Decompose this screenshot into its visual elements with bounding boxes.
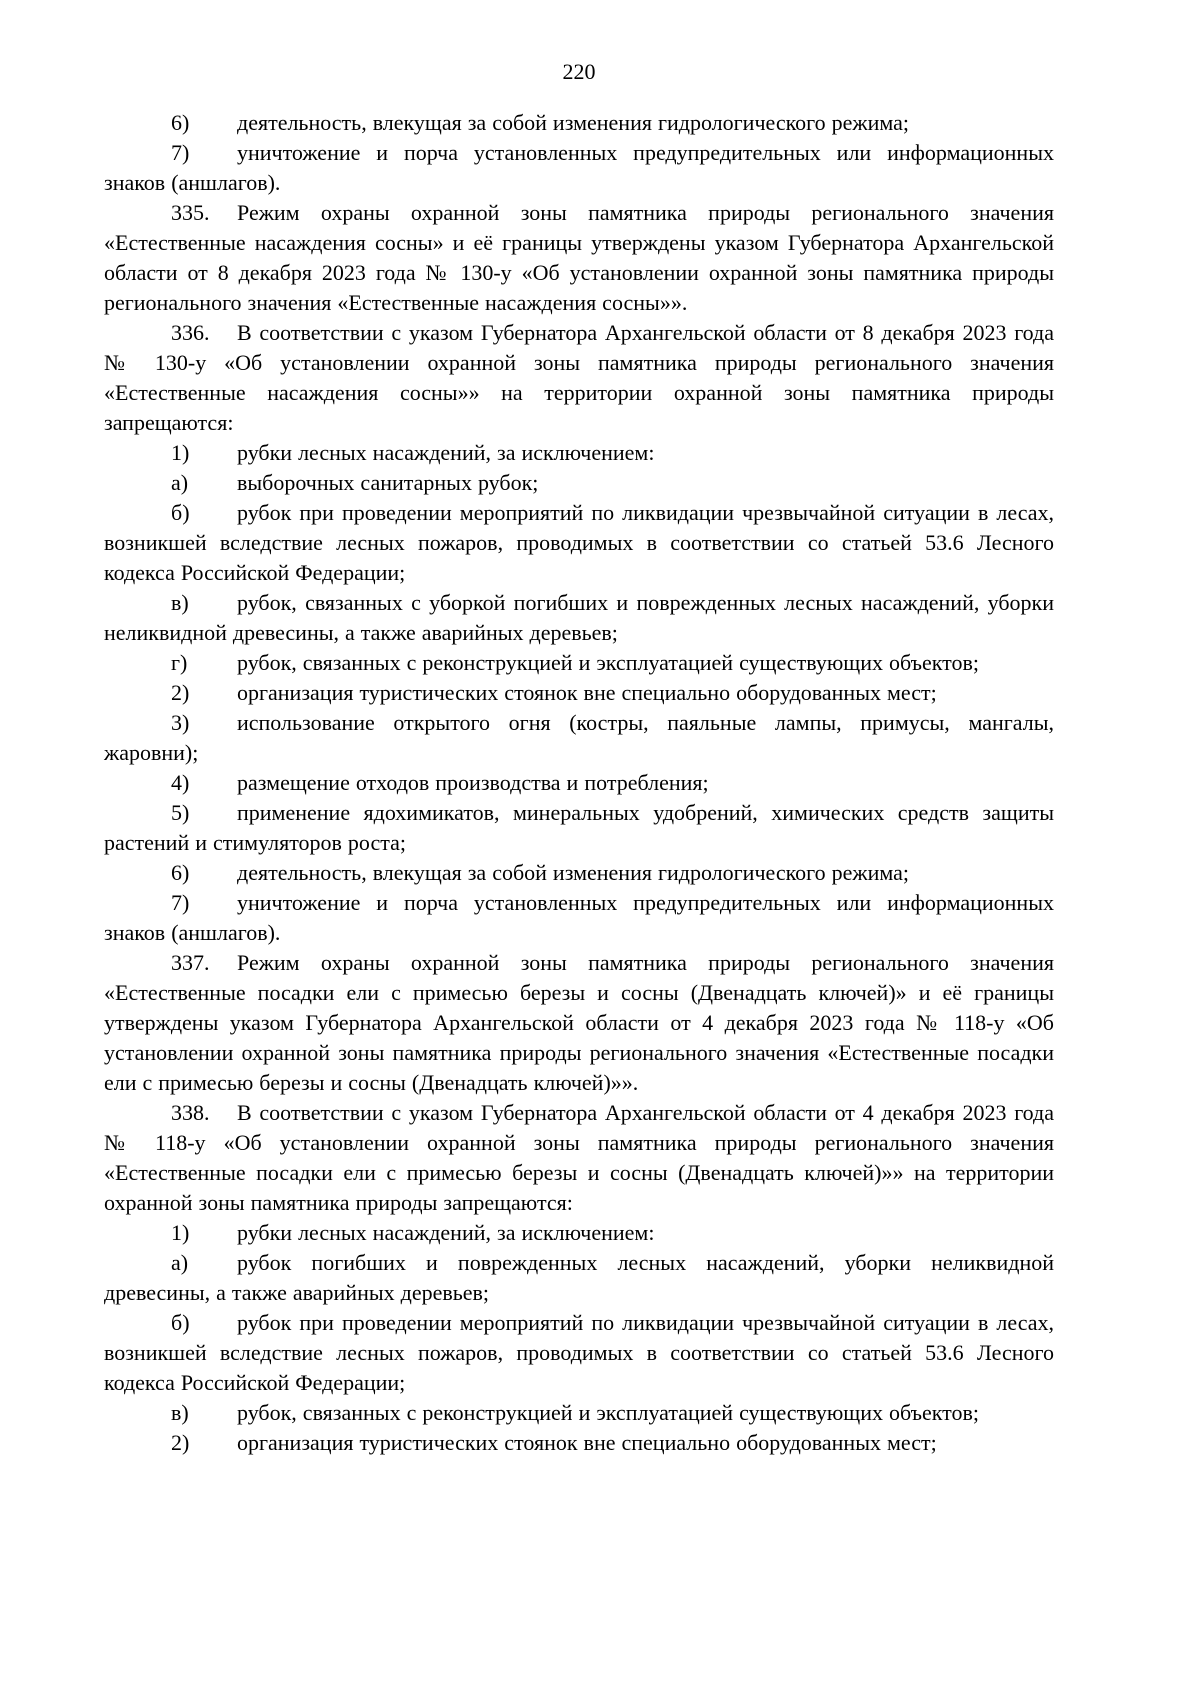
paragraph: [104, 1308, 1054, 1398]
paragraph-text: организация туристических стоянок вне специально оборудованных мест;: [237, 680, 937, 705]
paragraph-label: 4): [171, 770, 190, 795]
paragraph-text: В соответствии с указом Губернатора Архангельской области от 8 декабря 2023 года № 130-у «Об установлении охранной зоны памятника природы регионального значения «Естественные насаждения сосны»» на территории охранной зоны памятника природы запрещаются:: [104, 320, 1054, 435]
paragraph-text: уничтожение и порча установленных предупредительных или информационных знаков (аншлагов).: [104, 890, 1054, 945]
paragraph-text: организация туристических стоянок вне специально оборудованных мест;: [237, 1430, 937, 1455]
paragraph: [104, 1398, 1054, 1428]
paragraph-text: уничтожение и порча установленных предупредительных или информационных знаков (аншлагов).: [104, 140, 1054, 195]
paragraph: [104, 588, 1054, 648]
paragraph: [104, 468, 1054, 498]
paragraph-text: рубок, связанных с реконструкцией и эксплуатацией существующих объектов;: [237, 1400, 979, 1425]
paragraph-label: 338.: [171, 1100, 210, 1125]
paragraph: [104, 1248, 1054, 1308]
paragraph-label: 1): [171, 440, 190, 465]
paragraph-label: 2): [171, 1430, 190, 1455]
paragraph-text: выборочных санитарных рубок;: [237, 470, 539, 495]
paragraph-text: рубок погибших и поврежденных лесных насаждений, уборки неликвидной древесины, а также аварийных деревьев;: [104, 1250, 1054, 1305]
paragraph-label: 6): [171, 110, 190, 135]
paragraph: [104, 948, 1054, 1098]
paragraph-text: рубок, связанных с реконструкцией и эксплуатацией существующих объектов;: [237, 650, 979, 675]
paragraph-label: 2): [171, 680, 190, 705]
paragraph-text: Режим охраны охранной зоны памятника природы регионального значения «Естественные насаждения сосны» и её границы утверждены указом Губернатора Архангельской области от 8 декабря 2023 года № 130-у «Об установлении охранной зоны памятника природы регионального значения «Естественные насаждения сосны»».: [104, 200, 1054, 315]
paragraph-label: 3): [171, 710, 190, 735]
paragraph-text: деятельность, влекущая за собой изменения гидрологического режима;: [237, 860, 910, 885]
paragraph-label: в): [171, 590, 189, 615]
paragraph-text: размещение отходов производства и потребления;: [237, 770, 709, 795]
paragraph-text: рубки лесных насаждений, за исключением:: [237, 440, 655, 465]
paragraph: [104, 798, 1054, 858]
paragraph: [104, 138, 1054, 198]
paragraph: [104, 1218, 1054, 1248]
paragraph: [104, 888, 1054, 948]
paragraph-text: деятельность, влекущая за собой изменения гидрологического режима;: [237, 110, 910, 135]
paragraph-label: 1): [171, 1220, 190, 1245]
paragraph: [104, 1098, 1054, 1218]
paragraph-label: 7): [171, 140, 190, 165]
paragraph-label: 337.: [171, 950, 210, 975]
paragraph-label: 6): [171, 860, 190, 885]
paragraph: [104, 648, 1054, 678]
paragraph: [104, 318, 1054, 438]
paragraph-label: 336.: [171, 320, 210, 345]
paragraph-label: г): [171, 650, 188, 675]
paragraph: [104, 498, 1054, 588]
paragraph-text: рубок при проведении мероприятий по ликвидации чрезвычайной ситуации в лесах, возникшей вследствие лесных пожаров, проводимых в соответствии со статьей 53.6 Лесного кодекса Российской Федерации;: [104, 500, 1054, 585]
paragraph-text: использование открытого огня (костры, паяльные лампы, примусы, мангалы, жаровни);: [104, 710, 1054, 765]
paragraph: [104, 438, 1054, 468]
paragraph: [104, 678, 1054, 708]
paragraph-text: Режим охраны охранной зоны памятника природы регионального значения «Естественные посадки ели с примесью березы и сосны (Двенадцать ключей)» и её границы утверждены указом Губернатора Архангельской области от 4 декабря 2023 года № 118-у «Об установлении охранной зоны памятника природы регионального значения «Естественные посадки ели с примесью березы и сосны (Двенадцать ключей)»».: [104, 950, 1054, 1095]
paragraph-label: б): [171, 1310, 190, 1335]
paragraph: [104, 1428, 1054, 1458]
paragraph-label: в): [171, 1400, 189, 1425]
paragraph-label: а): [171, 1250, 189, 1275]
document-content: [104, 108, 1054, 1458]
paragraph-label: б): [171, 500, 190, 525]
paragraph-text: рубок, связанных с уборкой погибших и поврежденных лесных насаждений, уборки неликвидной древесины, а также аварийных деревьев;: [104, 590, 1054, 645]
paragraph-label: 335.: [171, 200, 210, 225]
paragraph: [104, 708, 1054, 768]
paragraph: [104, 108, 1054, 138]
paragraph-text: рубок при проведении мероприятий по ликвидации чрезвычайной ситуации в лесах, возникшей вследствие лесных пожаров, проводимых в соответствии со статьей 53.6 Лесного кодекса Российской Федерации;: [104, 1310, 1054, 1395]
paragraph-text: В соответствии с указом Губернатора Архангельской области от 4 декабря 2023 года № 118-у «Об установлении охранной зоны памятника природы регионального значения «Естественные посадки ели с примесью березы и сосны (Двенадцать ключей)»» на территории охранной зоны памятника природы запрещаются:: [104, 1100, 1054, 1215]
page-number: 220: [562, 59, 596, 84]
paragraph: [104, 198, 1054, 318]
paragraph: [104, 768, 1054, 798]
paragraph-label: 5): [171, 800, 190, 825]
paragraph-text: применение ядохимикатов, минеральных удобрений, химических средств защиты растений и стимуляторов роста;: [104, 800, 1054, 855]
paragraph-label: 7): [171, 890, 190, 915]
paragraph: [104, 858, 1054, 888]
paragraph-label: а): [171, 470, 189, 495]
paragraph-text: рубки лесных насаждений, за исключением:: [237, 1220, 655, 1245]
